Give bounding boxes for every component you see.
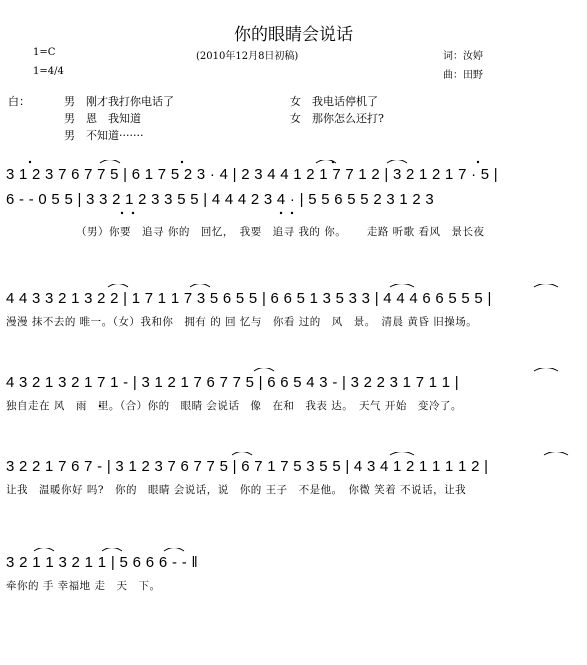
lyrics-line-5: 牵你的 手 幸福地 走 天 下。	[6, 580, 161, 592]
score-system-4	[4, 452, 582, 496]
melody-line-4: 3 2 2 1 7 6 7 - | 3 1 2 3 7 6 7 7 5 | 6 7 1 7 5 3 5 5 | 4 3 4 1 2 1 1 1 1 2 |	[6, 458, 489, 475]
score-system-2	[4, 284, 582, 328]
melody-line-5: 3 2 1 1 3 2 1 1 | 5 6 6 6 - - ‖	[6, 554, 199, 571]
composer-credit: 曲：田野	[443, 70, 483, 81]
dialogue-line-1-male: 男 刚才我打你电话了	[64, 95, 174, 108]
lyrics-line-1: （男）你要 追寻 你的 回忆， 我要 追寻 我的 你。 走路 听歌 看风 景长夜	[76, 226, 485, 238]
lyrics-line-3: 独自走在 风 雨 里。（合）你的 眼睛 会说话 像 在和 我表 达。 天气 开始 变冷了。	[6, 400, 462, 412]
melody-line-2: 4 4 3 3 2 1 3 2 2 | 1 7 1 1 7 3 5 6 5 5 | 6 6 5 1 3 5 3 3 | 4 4 4 6 6 5 5 5 |	[6, 290, 492, 307]
dialogue-line-2-female: 女 那你怎么还打?	[290, 112, 384, 125]
melody-line-3: 4 3 2 1 3 2 1 7 1 - | 3 1 2 1 7 6 7 7 5 | 6 6 5 4 3 - | 3 2 2 3 1 7 1 1 |	[6, 374, 459, 391]
dialogue-line-1-female: 女 我电话停机了	[290, 95, 378, 108]
score-system-5	[4, 548, 582, 592]
draft-date: (2010年12月8日初稿)	[196, 51, 299, 62]
lyricist-credit: 词：汝婷	[443, 51, 483, 62]
dialogue-line-2-male: 男 恩 我知道	[64, 112, 141, 125]
lyrics-line-2: 漫漫 抹不去的 唯一。（女）我和你 拥有 的 回 忆与 你看 过的 风 景。 清晨 黄昏 旧操场。	[6, 316, 478, 328]
time-signature: 1=4/4	[33, 66, 64, 77]
harmony-line-1: 6 - - 0 5 5 | 3 3 2 1 2 3 3 5 5 | 4 4 4 2 3 4 · | 5 5 6 5 5 2 3 1 2 3	[6, 191, 434, 208]
dialogue-line-3-male: 男 不知道·······	[64, 129, 144, 142]
dialogue-label: 白：	[8, 95, 30, 108]
score-system-1	[4, 160, 582, 240]
lyrics-line-4: 让我 温暖你好 吗? 你的 眼睛 会说话，说 你的 王子 不是他。 你微 笑着 不说话，让我	[6, 484, 467, 496]
song-title: 你的眼睛会说话	[234, 25, 353, 45]
key-signature: 1=C	[33, 47, 56, 58]
score-system-3	[4, 368, 582, 412]
melody-line-1: 3 1 2 3 7 6 7 7 5 | 6 1 7 5 2 3 · 4 | 2 3 4 4 1 2 1 7 7 1 2 | 3 2 1 2 1 7 · 5 |	[6, 166, 498, 183]
